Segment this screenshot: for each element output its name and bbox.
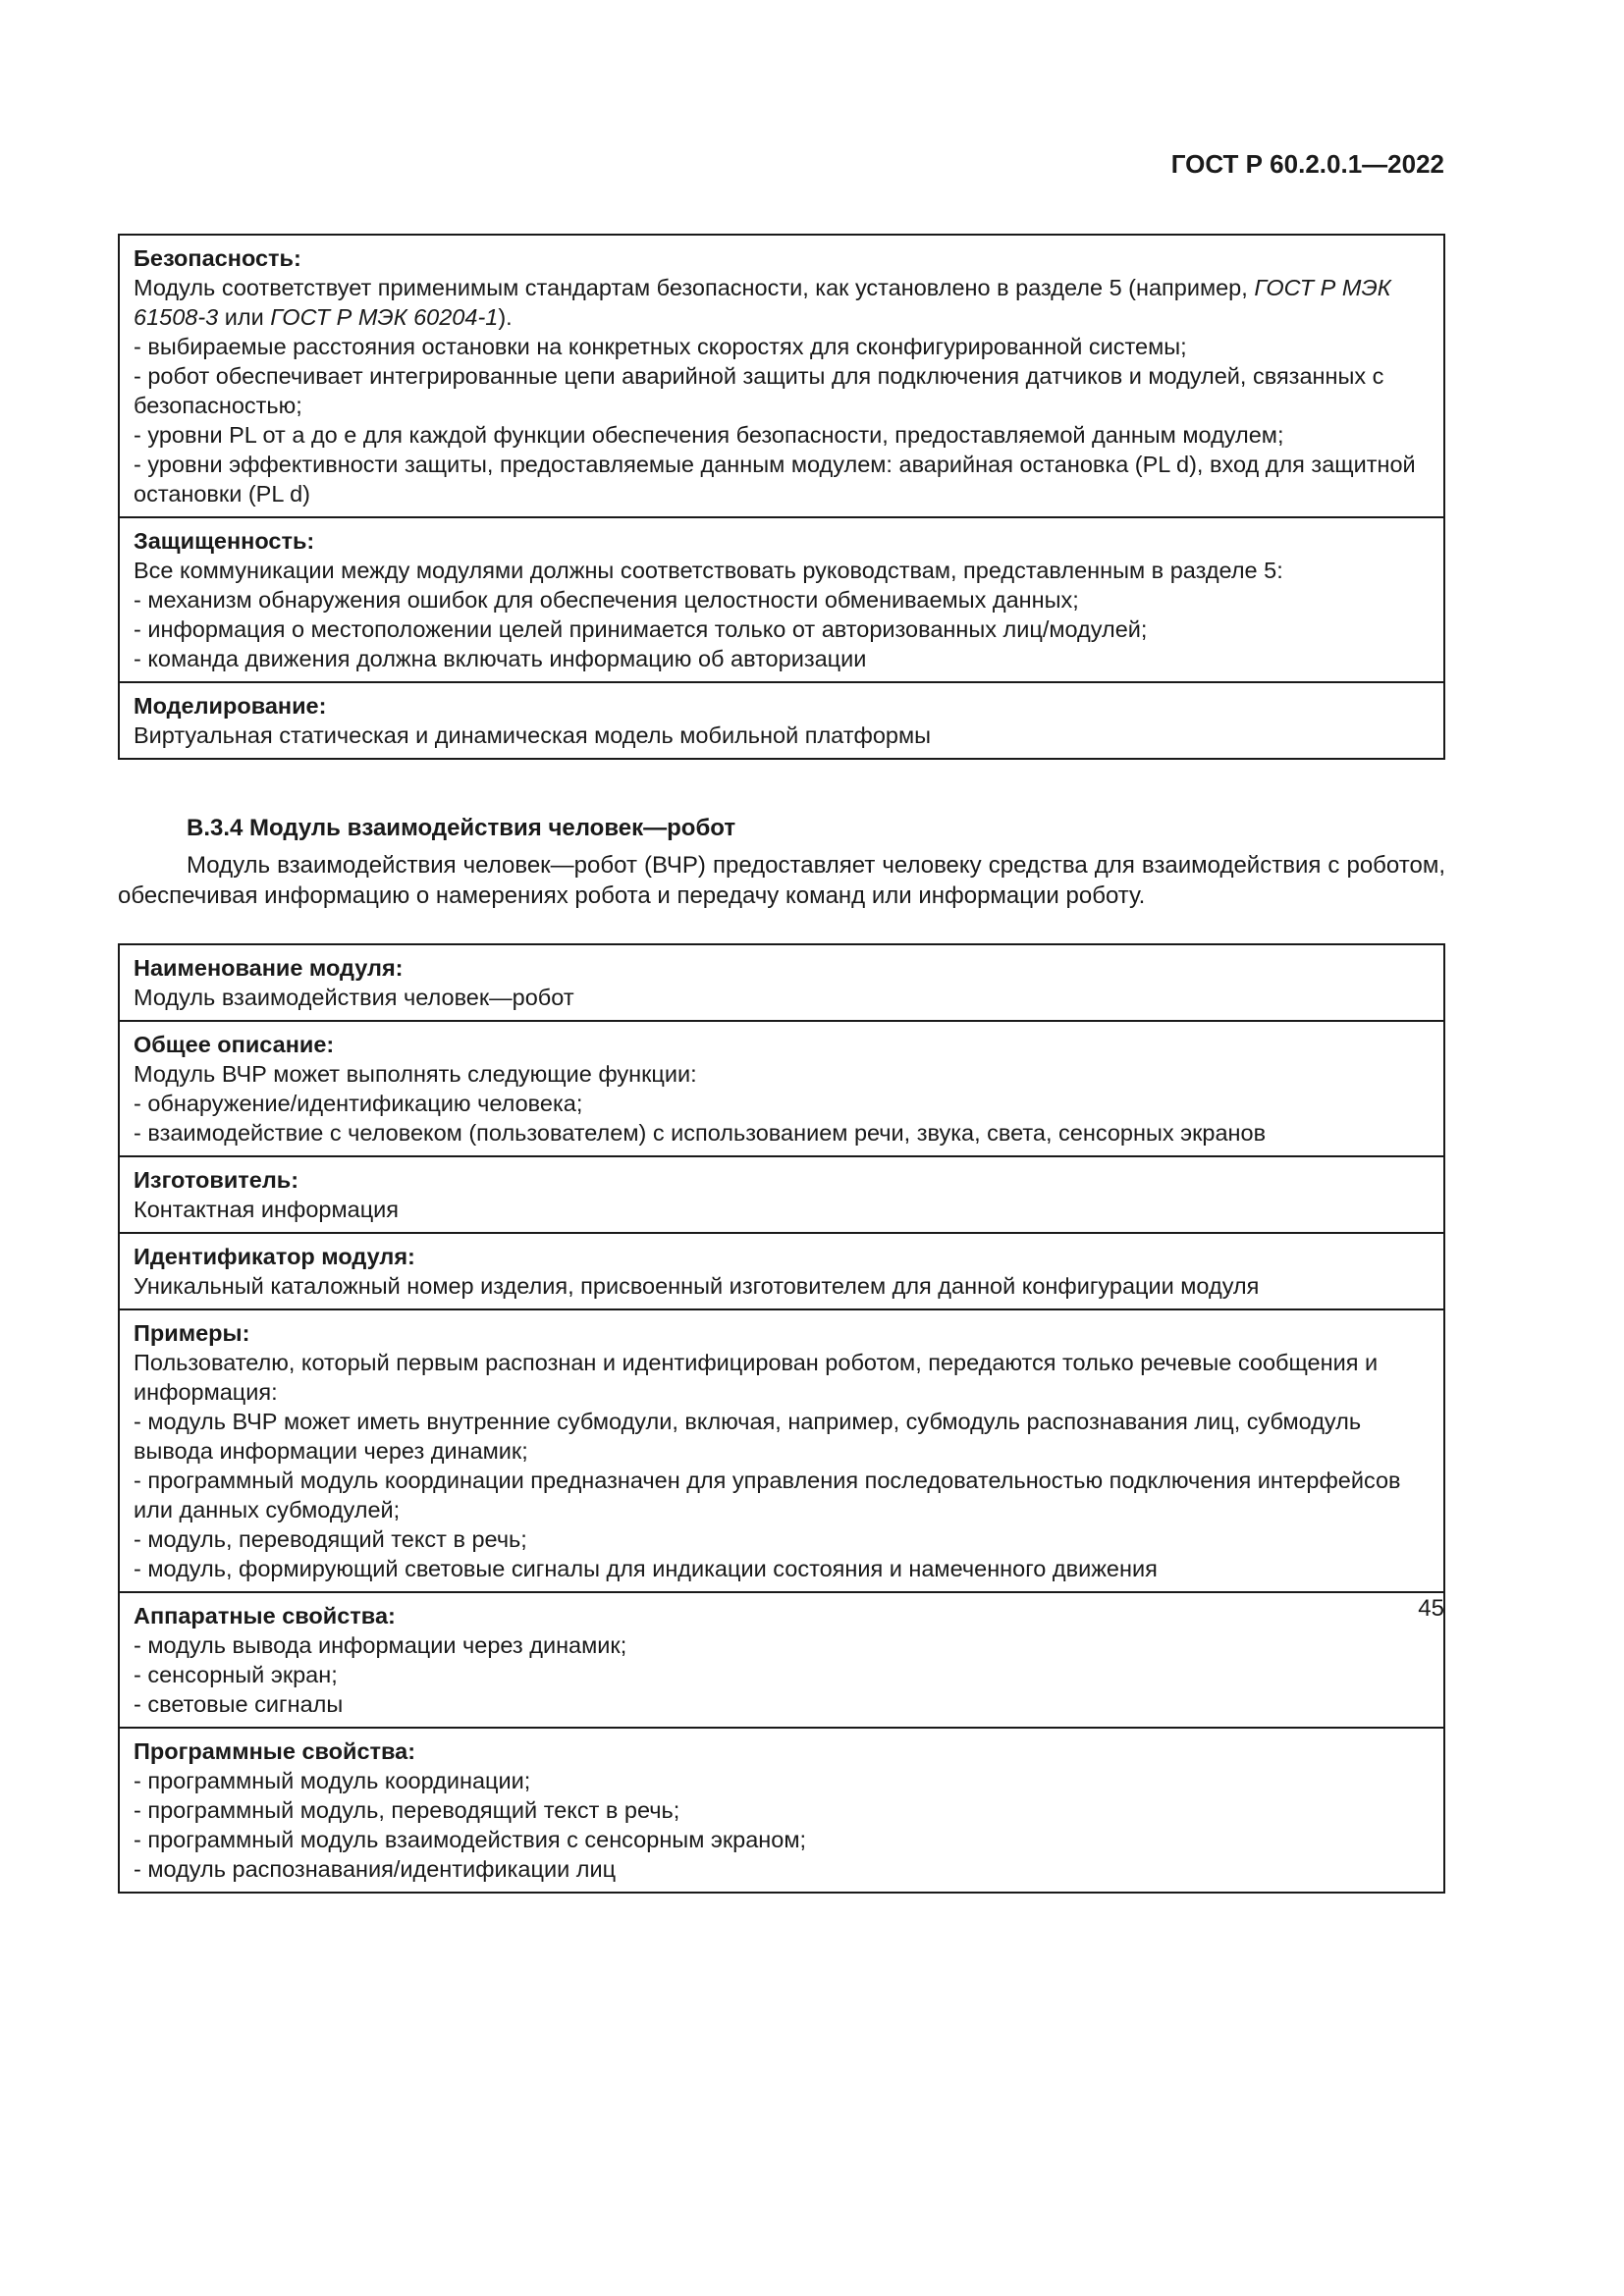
cell-line: - взаимодействие с человеком (пользователем) с использованием речи, звука, света, сенсорных экранов	[134, 1120, 1267, 1146]
section-paragraph: Модуль взаимодействия человек—робот (ВЧР) предоставляет человеку средства для взаимодействия с роботом, обеспечивая информацию о намерениях робота и передачу команд или информации роботу.	[118, 852, 1445, 909]
table-cell-hardware-properties	[120, 1591, 1443, 1727]
table-cell-module-id	[120, 1232, 1443, 1308]
table-cell-manufacturer	[120, 1155, 1443, 1232]
cell-title: Моделирование:	[134, 693, 327, 719]
cell-line: - выбираемые расстояния остановки на конкретных скоростях для сконфигурированной системы;	[134, 334, 1187, 359]
cell-line: - программный модуль, переводящий текст в речь;	[134, 1797, 680, 1823]
cell-title: Идентификатор модуля:	[134, 1244, 415, 1269]
cell-line: - модуль распознавания/идентификации лиц	[134, 1856, 617, 1882]
cell-line: - обнаружение/идентификацию человека;	[134, 1091, 583, 1116]
cell-title: Изготовитель:	[134, 1167, 299, 1193]
cell-line: - уровни эффективности защиты, предоставляемые данным модулем: аварийная остановка (PL d), вход для защитной остановки (PL d)	[134, 452, 1416, 507]
cell-line: Все коммуникации между модулями должны соответствовать руководствам, представленным в разделе 5:	[134, 558, 1283, 583]
module-properties-table-2	[118, 943, 1445, 1894]
cell-line: Контактная информация	[134, 1197, 400, 1222]
cell-title: Программные свойства:	[134, 1738, 416, 1764]
cell-line: - команда движения должна включать информацию об авторизации	[134, 646, 867, 671]
table-cell-safety	[120, 236, 1443, 516]
cell-line: Виртуальная статическая и динамическая модель мобильной платформы	[134, 722, 932, 748]
cell-title: Аппаратные свойства:	[134, 1603, 396, 1629]
cell-line: - световые сигналы	[134, 1691, 344, 1717]
cell-line: - уровни PL от a до e для каждой функции обеспечения безопасности, предоставляемой данным модулем;	[134, 422, 1284, 448]
cell-line: - робот обеспечивает интегрированные цепи аварийной защиты для подключения датчиков и модулей, связанных с безопасностью;	[134, 363, 1384, 418]
cell-line: Модуль ВЧР может выполнять следующие функции:	[134, 1061, 697, 1087]
module-properties-table-1	[118, 234, 1445, 760]
cell-line: Модуль соответствует применимым стандартам безопасности, как установлено в разделе 5 (например, ГОСТ Р МЭК 61508-3 или ГОСТ Р МЭК 60204-1).	[134, 275, 1391, 330]
cell-line: - модуль вывода информации через динамик;	[134, 1632, 627, 1658]
cell-line: - механизм обнаружения ошибок для обеспечения целостности обмениваемых данных;	[134, 587, 1079, 613]
table-cell-software-properties	[120, 1727, 1443, 1892]
table-cell-modeling	[120, 681, 1443, 758]
table-cell-security	[120, 516, 1443, 681]
cell-title: Наименование модуля:	[134, 955, 404, 981]
page-number: 45	[1418, 1595, 1444, 1622]
cell-title: Общее описание:	[134, 1032, 335, 1057]
cell-line: - программный модуль координации;	[134, 1768, 531, 1793]
table-cell-examples	[120, 1308, 1443, 1591]
section-heading: В.3.4 Модуль взаимодействия человек—робот	[187, 815, 736, 841]
cell-line: - модуль ВЧР может иметь внутренние субмодули, включая, например, субмодуль распознавания лиц, субмодуль вывода информации через динамик;	[134, 1409, 1362, 1464]
cell-line: Модуль взаимодействия человек—робот	[134, 985, 574, 1010]
document-header: ГОСТ Р 60.2.0.1—2022	[1170, 149, 1444, 179]
cell-line: - сенсорный экран;	[134, 1662, 338, 1687]
cell-line: Пользователю, который первым распознан и идентифицирован роботом, передаются только речевые сообщения и информация:	[134, 1350, 1379, 1405]
cell-line: - программный модуль координации предназначен для управления последовательностью подключения интерфейсов или данных субмодулей;	[134, 1468, 1401, 1522]
cell-line: - программный модуль взаимодействия с сенсорным экраном;	[134, 1827, 807, 1852]
cell-line: - модуль, формирующий световые сигналы для индикации состояния и намеченного движения	[134, 1556, 1158, 1581]
cell-title: Примеры:	[134, 1320, 250, 1346]
cell-line: Уникальный каталожный номер изделия, присвоенный изготовителем для данной конфигурации модуля	[134, 1273, 1260, 1299]
standard-reference: ГОСТ Р МЭК 60204-1	[270, 304, 499, 330]
section-b-3-4	[118, 813, 1445, 911]
cell-title: Защищенность:	[134, 528, 315, 554]
cell-title: Безопасность:	[134, 245, 301, 271]
table-cell-general-description	[120, 1020, 1443, 1155]
standard-reference: ГОСТ Р МЭК 61508-3	[134, 275, 1391, 330]
table-cell-module-name	[120, 945, 1443, 1020]
cell-line: - модуль, переводящий текст в речь;	[134, 1526, 527, 1552]
cell-line: - информация о местоположении целей принимается только от авторизованных лиц/модулей;	[134, 616, 1148, 642]
